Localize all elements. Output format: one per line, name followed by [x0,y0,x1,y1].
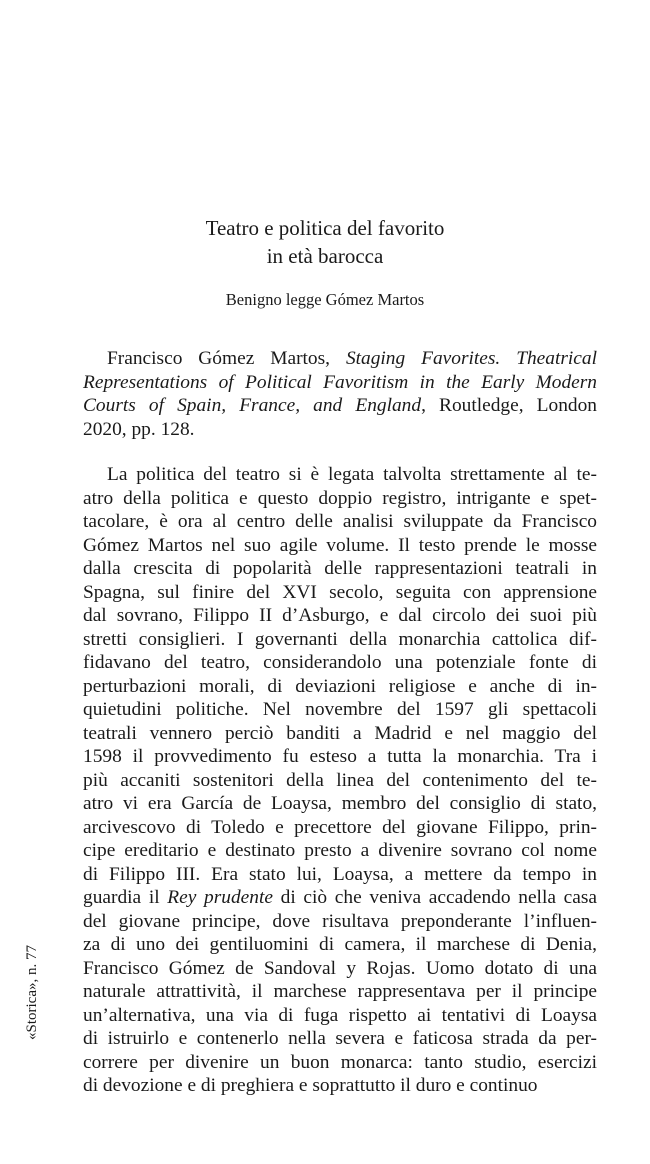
text-line [83,463,597,487]
text-line [83,418,597,442]
text-run: correre per divenire un buon monarca: tanto studio, esercizi [83,1051,597,1073]
text-run: za di uno dei gentiluomini di camera, il marchese di Denia, [83,934,597,955]
italic-run: Rey prudente [167,887,273,908]
text-run: dalla crescita di popolarità delle rappresentazioni teatrali in [83,558,597,579]
text-line [83,1004,597,1028]
text-run: Francisco Gómez de Sandoval y Rojas. Uomo dotato di una [83,957,597,979]
italic-run: Representations of Political Favoritism in the Early Modern [83,371,597,393]
text-line [83,675,597,699]
text-run: La politica del teatro si è legata talvolta strettamente al te- [107,464,597,485]
text-run: quietudini politiche. Nel novembre del 1597 gli spettacoli [83,699,597,720]
text-line [83,510,597,534]
journal-running-footer: «Storica», n. 77 [24,945,40,1040]
text-run: tacolare, è ora al centro delle analisi sviluppate da Francisco [83,511,597,532]
text-run: arcivescovo di Toledo e precettore del giovane Filippo, prin- [83,816,597,838]
title-line-2: in età barocca [266,244,384,268]
text-run: atro vi era García de Loaysa, membro del consiglio di stato, [83,793,597,814]
text-line [83,1074,597,1098]
text-line [83,816,597,840]
article-title [0,214,650,270]
text-line [83,722,597,746]
text-line [83,745,597,769]
text-run: cipe ereditario e destinato presto a divenire sovrano col nome [83,840,597,861]
text-run: stretti consiglieri. I governanti della monarchia cattolica dif- [83,628,597,650]
text-run: guardia il [83,887,168,908]
text-run: 2020, pp. 128. [83,418,195,440]
text-run: di devozione e di preghiera e soprattutto il duro e continuo [83,1075,538,1096]
text-line [83,957,597,981]
text-line [83,792,597,816]
text-run: naturale attrattività, il marchese rappresentava per il principe [83,981,597,1002]
text-line [83,933,597,957]
text-run: perturbazioni morali, di deviazioni religiose e anche di in- [83,675,597,697]
text-run: Gómez Martos nel suo agile volume. Il testo prende le mosse [83,534,597,556]
text-run: del giovane principe, dove risultava preponderante l’influen- [83,910,597,932]
text-run: dal sovrano, Filippo II d’Asburgo, e dal circolo dei suoi più [83,605,597,626]
text-line [83,394,597,418]
text-run: più accaniti sostenitori della linea del contenimento del te- [83,769,597,791]
text-run: un’alternativa, una via di fuga rispetto ai tentativi di Loaysa [83,1004,597,1026]
text-run: fidavano del teatro, considerandolo una potenziale fonte di [83,652,597,673]
text-line [83,980,597,1004]
text-run: teatrali vennero perciò banditi a Madrid e nel maggio del [83,722,597,744]
italic-run: Courts of Spain, France, and England [83,395,422,416]
text-line [83,581,597,605]
text-run: di ciò che veniva accadendo nella casa [272,887,597,908]
text-line [83,1027,597,1051]
text-run: Spagna, sul finire del XVI secolo, seguita con apprensione [83,581,597,603]
text-line [83,371,597,395]
italic-run: Staging Favorites. Theatrical [345,348,597,369]
review-body [83,463,597,1098]
text-line [83,839,597,863]
text-line [83,910,597,934]
text-run: 1598 il provvedimento fu esteso a tutta la monarchia. Tra i [83,746,597,767]
text-line [83,698,597,722]
text-line [83,487,597,511]
text-line [83,769,597,793]
text-run: atro della politica e questo doppio registro, intrigante e spet- [83,487,597,509]
text-run: , Routledge, London [421,395,597,416]
text-run: di Filippo III. Era stato lui, Loaysa, a mettere da tempo in [83,863,597,885]
text-line [83,347,597,371]
text-line [83,651,597,675]
text-line [83,534,597,558]
text-run: Francisco Gómez Martos, [107,348,346,369]
title-line-1: Teatro e politica del favorito [205,216,445,240]
text-line [83,557,597,581]
text-line [83,863,597,887]
reviewer-byline: Benigno legge Gómez Martos [225,290,425,309]
text-line [83,604,597,628]
bibliographic-reference [83,347,597,441]
text-line [83,886,597,910]
text-run: di istruirlo e contenerlo nella severa e faticosa strada da per- [83,1028,597,1049]
text-line [83,1051,597,1075]
text-line [83,628,597,652]
